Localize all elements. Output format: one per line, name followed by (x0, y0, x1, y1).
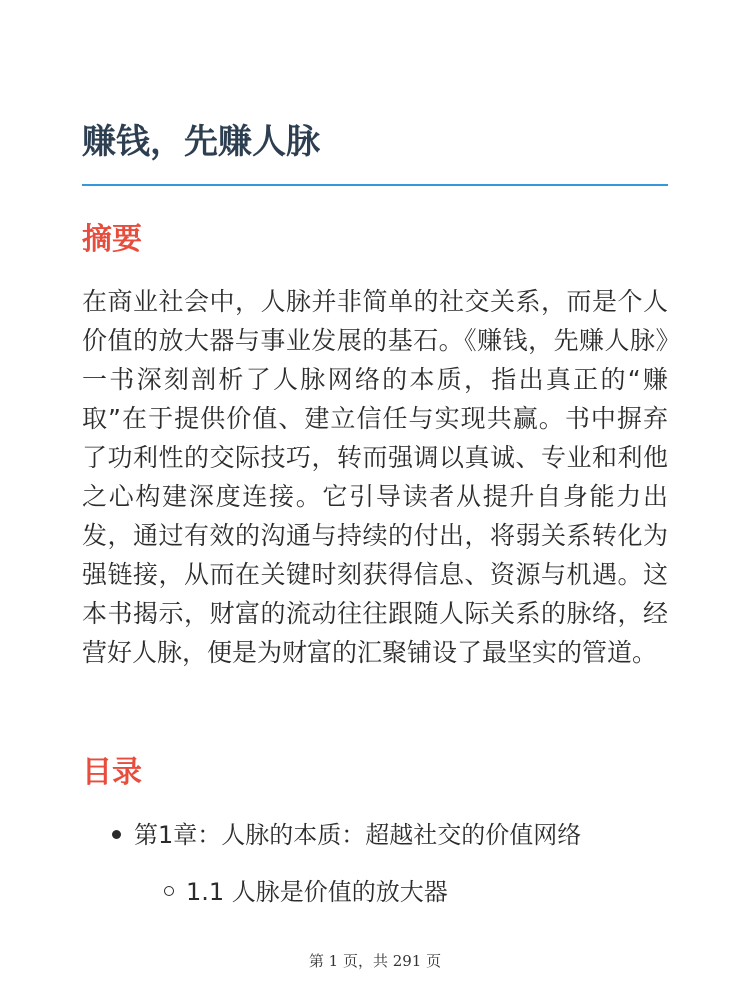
hollow-bullet-icon (164, 886, 174, 896)
filled-bullet-icon (112, 830, 121, 839)
toc-section-label: 1.1 人脉是价值的放大器 (186, 878, 448, 906)
toc-heading: 目录 (82, 755, 142, 790)
toc-chapter-item[interactable] (112, 815, 581, 855)
title-divider (82, 184, 668, 186)
toc-section-item[interactable] (164, 872, 448, 912)
document-title: 赚钱，先赚人脉 (82, 122, 320, 162)
summary-paragraph: 在商业社会中，人脉并非简单的社交关系，而是个人价值的放大器与事业发展的基石。《赚钱，先赚人脉》一书深刻剖析了人脉网络的本质，指出真正的“赚取”在于提供价值、建立信任与实现共赢。书中摒弃了功利性的交际技巧，转而强调以真诚、专业和利他之心构建深度连接。它引导读者从提升自身能力出发，通过有效的沟通与持续的付出，将弱关系转化为强链接，从而在关键时刻获得信息、资源与机遇。这本书揭示，财富的流动往往跟随人际关系的脉络，经营好人脉，便是为财富的汇聚铺设了最坚实的管道。 (82, 287, 668, 667)
summary-heading: 摘要 (82, 222, 142, 257)
page-number-footer: 第 1 页，共 291 页 (308, 952, 442, 970)
toc-chapter-label: 第1章：人脉的本质：超越社交的价值网络 (134, 821, 582, 849)
